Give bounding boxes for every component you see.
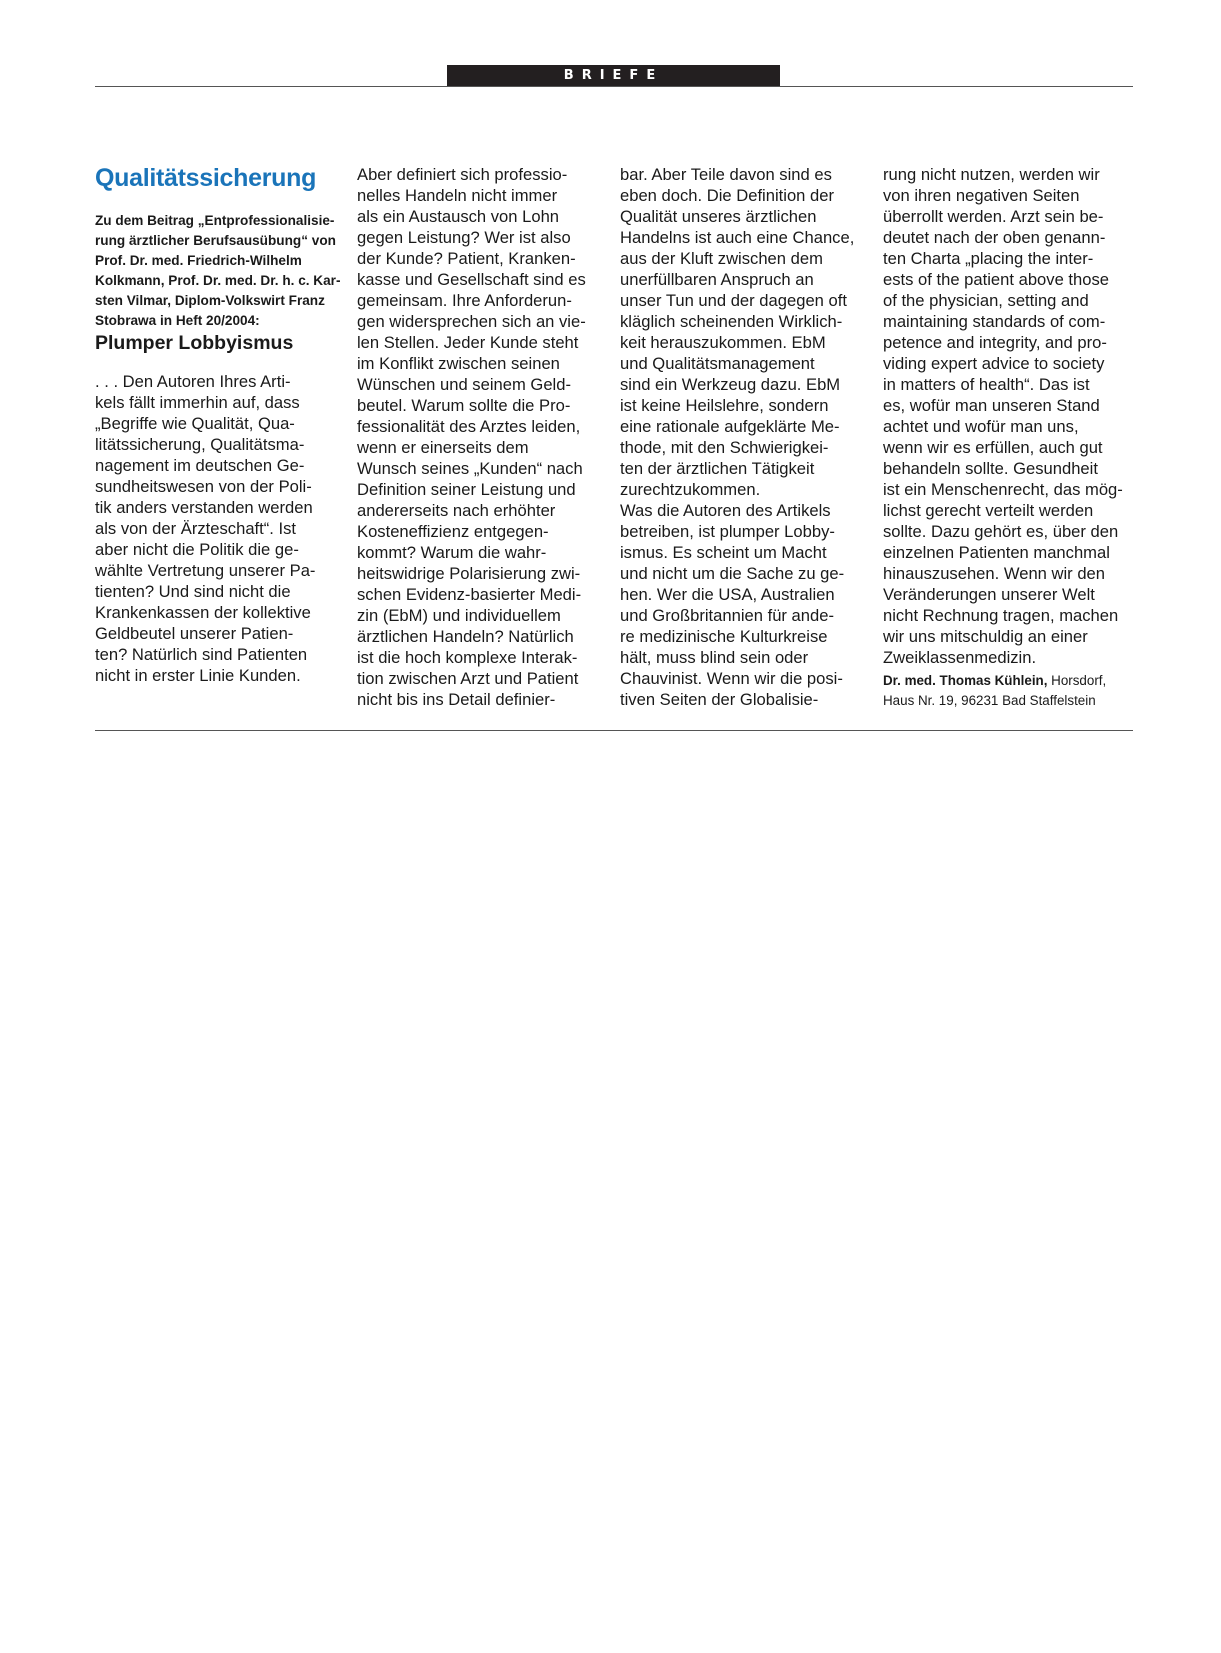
section-label: BRIEFE: [563, 68, 664, 83]
top-divider: [95, 86, 1133, 87]
column-4: [883, 164, 1133, 711]
letter-title: Plumper Lobbyismus: [95, 332, 294, 354]
letter-body-col1: . . . Den Autoren Ihres Arti- kels fällt immerhin auf, dass „Begriffe wie Qualität, Qua- litätssicherung, Qualitätsma- nagement im deutschen Ge- sundheitswesen von der Poli- tik anders verstanden werden als von der Ärzteschaft“. Ist aber nicht die Politik die ge- wählte Vertretung unserer Pa- tienten? Und sind nicht die Krankenkassen der kollektive Geldbeutel unserer Patien- ten? Natürlich sind Patienten nicht in erster Linie Kunden.: [95, 372, 316, 685]
column-3: [620, 164, 872, 710]
letter-body-col3: bar. Aber Teile davon sind es eben doch. Die Definition der Qualität unseres ärztlichen Handelns ist auch eine Chance, aus der Kluft zwischen dem unerfüllbaren Anspruch an unser Tun und der dagegen oft kläglich scheinenden Wirklich- keit herauszukommen. EbM und Qualitätsmanagement sind ein Werkzeug dazu. EbM ist keine Heilslehre, sondern eine rationale aufgeklärte Me- thode, mit den Schwierigkei- ten der ärztlichen Tätigkeit zurechtzukommen. Was die Autoren des Artikels betreiben, ist plumper Lobby- ismus. Es scheint um Macht und nicht um die Sache zu ge- hen. Wer die USA, Australien und Großbritannien für ande- re medizinische Kulturkreise hält, muss blind sein oder Chauvinist. Wenn wir die posi- tiven Seiten der Globalisie-: [620, 165, 855, 709]
article-intro: Zu dem Beitrag „Entprofessionalisie- rung ärztlicher Berufsausübung“ von Prof. Dr. med. Friedrich-Wilhelm Kolkmann, Prof. Dr. med. Dr. h. c. Kar- sten Vilmar, Diplom-Volkswirt Franz Stobrawa in Heft 20/2004:: [95, 213, 341, 328]
signature-name: Dr. med. Thomas Kühlein,: [883, 673, 1048, 688]
letter-body-col2: Aber definiert sich professio- nelles Handeln nicht immer als ein Austausch von Lohn gegen Leistung? Wer ist also der Kunde? Patient, Kranken- kasse und Gesellschaft sind es gemeinsam. Ihre Anforderun- gen widersprechen sich an vie- len Stellen. Jeder Kunde steht im Konflikt zwischen seinen Wünschen und seinem Geld- beutel. Warum sollte die Pro- fessionalität des Arztes leiden, wenn er einerseits dem Wunsch seines „Kunden“ nach Definition seiner Leistung und andererseits nach erhöhter Kosteneffizienz entgegen- kommt? Warum die wahr- heitswidrige Polarisierung zwi- schen Evidenz-basierter Medi- zin (EbM) und individuellem ärztlichen Handeln? Natürlich ist die hoch komplexe Interak- tion zwischen Arzt und Patient nicht bis ins Detail definier-: [357, 165, 586, 709]
section-header-bar: [447, 65, 780, 86]
letter-body-col4: rung nicht nutzen, werden wir von ihren negativen Seiten überrollt werden. Arzt sein be- deutet nach der oben genann- ten Charta „placing the inter- ests of the patient above those of the physician, setting and maintaining standards of com- petence and integrity, and pro- viding expert advice to society in matters of health“. Das ist es, wofür man unseren Stand achtet und wofür man uns, wenn wir es erfüllen, auch gut behandeln sollte. Gesundheit ist ein Menschenrecht, das mög- lichst gerecht verteilt werden sollte. Dazu gehört es, über den einzelnen Patienten manchmal hinauszusehen. Wenn wir den Veränderungen unserer Welt nicht Rechnung tragen, machen wir uns mitschuldig an einer Zweiklassenmedizin.: [883, 165, 1123, 667]
column-2: [357, 164, 609, 710]
column-1: [95, 164, 345, 686]
bottom-divider: [95, 730, 1133, 731]
signature-address-line1: Horsdorf,: [1047, 673, 1107, 688]
article-headline: Qualitätssicherung: [95, 164, 317, 192]
signature-address-line2: Haus Nr. 19, 96231 Bad Staffelstein: [883, 693, 1096, 708]
letter-signature: [883, 671, 1133, 711]
